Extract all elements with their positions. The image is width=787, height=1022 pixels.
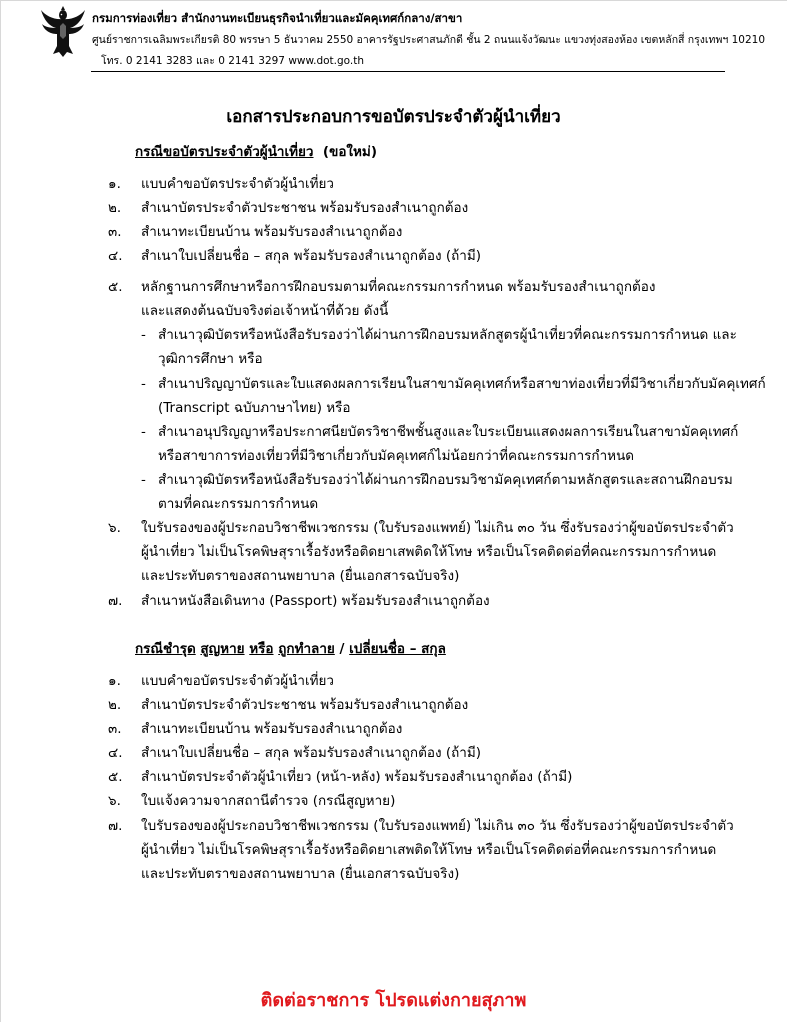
list-item — [108, 275, 655, 299]
dress-code-notice: ติดต่อราชการ โปรดแต่งกายสุภาพ — [260, 990, 527, 1011]
item-number: ๓. — [108, 224, 122, 240]
item-text: สำเนาบัตรประจำตัวประชาชน พร้อมรับรองสำเนาถูกต้อง — [141, 200, 469, 216]
sub-list-item: - สำเนาวุฒิบัตรหรือหนังสือรับรองว่าได้ผ่านการฝึกอบรมวิชามัคคุเทศก์ตามหลักสูตรและสถานฝึกอบรม — [141, 472, 733, 488]
section2-heading-part: หรือ — [249, 641, 274, 657]
item-number: ๓. — [108, 721, 122, 737]
sub-item-text: สำเนาวุฒิบัตรหรือหนังสือรับรองว่าได้ผ่านการฝึกอบรมหลักสูตรผู้นำเที่ยวที่คณะกรรมการกำหนด และ — [158, 327, 737, 343]
item-number: ๕. — [108, 279, 123, 295]
section2-heading-separator: / — [339, 641, 345, 657]
item-continuation: ผู้นำเที่ยว ไม่เป็นโรคพิษสุราเรื้อรังหรือติดยาเสพติดให้โทษ หรือเป็นโรคติดต่อที่คณะกรรมการกำหนด — [141, 842, 717, 858]
item-text: สำเนาทะเบียนบ้าน พร้อมรับรองสำเนาถูกต้อง — [141, 721, 403, 737]
item-continuation: ผู้นำเที่ยว ไม่เป็นโรคพิษสุราเรื้อรังหรือติดยาเสพติดให้โทษ หรือเป็นโรคติดต่อที่คณะกรรมการกำหนด — [141, 544, 717, 560]
item-text: สำเนาใบเปลี่ยนชื่อ – สกุล พร้อมรับรองสำเนาถูกต้อง (ถ้ามี) — [141, 248, 482, 264]
item-number: ๖. — [108, 793, 121, 809]
item-number: ๒. — [108, 200, 122, 216]
item-text: สำเนาบัตรประจำตัวประชาชน พร้อมรับรองสำเนาถูกต้อง — [141, 697, 469, 713]
list-item — [108, 741, 481, 765]
sub-list-item: - สำเนาปริญญาบัตรและใบแสดงผลการเรียนในสาขามัคคุเทศก์หรือสาขาท่องเที่ยวที่มีวิชาเกี่ยวกับมัคคุเทศก์ — [141, 376, 766, 392]
section1-heading-main: กรณีขอบัตรประจำตัวผู้นำเที่ยว — [135, 144, 314, 160]
section1-heading — [135, 140, 377, 162]
item-continuation: และประทับตราของสถานพยาบาล (ยื่นเอกสารฉบับจริง) — [141, 866, 460, 882]
list-item — [108, 789, 395, 813]
section2-heading — [135, 637, 446, 659]
item-number: ๗. — [108, 593, 123, 609]
item-text: หลักฐานการศึกษาหรือการฝึกอบรมตามที่คณะกรรมการกำหนด พร้อมรับรองสำเนาถูกต้อง — [141, 279, 656, 295]
garuda-emblem-icon — [40, 6, 86, 58]
letterhead-contact: โทร. 0 2141 3283 และ 0 2141 3297 www.dot.go.th — [101, 55, 365, 67]
item-number: ๔. — [108, 248, 123, 264]
list-item — [108, 693, 468, 717]
list-item — [108, 172, 334, 196]
item-text: ใบรับรองของผู้ประกอบวิชาชีพเวชกรรม (ใบรับรองแพทย์) ไม่เกิน ๓๐ วัน ซึ่งรับรองว่าผู้ขอบัตรประจำตัว — [141, 520, 734, 536]
sub-item-text: สำเนาอนุปริญญาหรือประกาศนียบัตรวิชาชีพชั้นสูงและใบระเบียนแสดงผลการเรียนในสาขามัคคุเทศก์ — [158, 424, 739, 440]
sub-list-item: - สำเนาวุฒิบัตรหรือหนังสือรับรองว่าได้ผ่านการฝึกอบรมหลักสูตรผู้นำเที่ยวที่คณะกรรมการกำหนด และ — [141, 327, 737, 343]
item-number: ๗. — [108, 818, 123, 834]
item-number: ๖. — [108, 520, 121, 536]
item-number: ๑. — [108, 673, 121, 689]
list-item — [108, 244, 481, 268]
list-item — [108, 220, 402, 244]
sub-item-continuation: (Transcript ฉบับภาษาไทย) หรือ — [158, 400, 351, 416]
item-number: ๒. — [108, 697, 122, 713]
letterhead-address: ศูนย์ราชการเฉลิมพระเกียรติ 80 พรรษา 5 ธันวาคม 2550 อาคารรัฐประศาสนภักดี ชั้น 2 ถนนแจ้งวัฒนะ แขวงทุ่งสองห้อง เขตหลักสี่ กรุงเทพฯ 10210 — [92, 34, 765, 46]
section1-heading-suffix: (ขอใหม่) — [322, 144, 377, 160]
item-number: ๑. — [108, 176, 121, 192]
item-text: แบบคำขอบัตรประจำตัวผู้นำเที่ยว — [141, 176, 335, 192]
section2-heading-part: ถูกทำลาย — [278, 641, 335, 657]
list-item — [108, 196, 468, 220]
list-item — [108, 814, 734, 838]
item-number: ๕. — [108, 769, 123, 785]
document-title: เอกสารประกอบการขอบัตรประจำตัวผู้นำเที่ยว — [226, 107, 561, 127]
list-item — [108, 717, 402, 741]
item-text: สำเนาใบเปลี่ยนชื่อ – สกุล พร้อมรับรองสำเนาถูกต้อง (ถ้ามี) — [141, 745, 482, 761]
item-text: สำเนาบัตรประจำตัวผู้นำเที่ยว (หน้า-หลัง) พร้อมรับรองสำเนาถูกต้อง (ถ้ามี) — [141, 769, 573, 785]
sub-item-continuation: หรือสาขาการท่องเที่ยวที่มีวิชาเกี่ยวกับมัคคุเทศก์ไม่น้อยกว่าที่คณะกรรมการกำหนด — [158, 448, 635, 464]
item-number: ๔. — [108, 745, 123, 761]
section2-heading-part: สูญหาย — [200, 641, 245, 657]
sub-list-item: - สำเนาอนุปริญญาหรือประกาศนียบัตรวิชาชีพชั้นสูงและใบระเบียนแสดงผลการเรียนในสาขามัคคุเทศก์ — [141, 424, 739, 440]
sub-item-continuation: วุฒิการศึกษา หรือ — [158, 351, 263, 367]
item-continuation: และแสดงต้นฉบับจริงต่อเจ้าหน้าที่ด้วย ดังนี้ — [141, 303, 389, 319]
item-text: ใบแจ้งความจากสถานีตำรวจ (กรณีสูญหาย) — [141, 793, 396, 809]
section2-heading-part: กรณีชำรุด — [135, 641, 196, 657]
sub-item-continuation: ตามที่คณะกรรมการกำหนด — [158, 496, 319, 512]
item-text: ใบรับรองของผู้ประกอบวิชาชีพเวชกรรม (ใบรับรองแพทย์) ไม่เกิน ๓๐ วัน ซึ่งรับรองว่าผู้ขอบัตรประจำตัว — [141, 818, 734, 834]
sub-item-text: สำเนาปริญญาบัตรและใบแสดงผลการเรียนในสาขามัคคุเทศก์หรือสาขาท่องเที่ยวที่มีวิชาเกี่ยวกับมัคคุเทศก์ — [158, 376, 766, 392]
list-item — [108, 765, 572, 789]
item-text: แบบคำขอบัตรประจำตัวผู้นำเที่ยว — [141, 673, 335, 689]
section2-heading-part: เปลี่ยนชื่อ – สกุล — [349, 641, 446, 657]
page-border-top — [0, 0, 787, 1]
page-border-left — [0, 0, 1, 1022]
letterhead-divider — [91, 71, 725, 72]
item-text: สำเนาทะเบียนบ้าน พร้อมรับรองสำเนาถูกต้อง — [141, 224, 403, 240]
letterhead-org-name: กรมการท่องเที่ยว สำนักงานทะเบียนธุรกิจนำเที่ยวและมัคคุเทศก์กลาง/สาขา — [92, 11, 463, 25]
item-text: สำเนาหนังสือเดินทาง (Passport) พร้อมรับรองสำเนาถูกต้อง — [141, 593, 490, 609]
list-item — [108, 589, 490, 613]
list-item — [108, 669, 334, 693]
item-continuation: และประทับตราของสถานพยาบาล (ยื่นเอกสารฉบับจริง) — [141, 568, 460, 584]
list-item — [108, 516, 734, 540]
sub-item-text: สำเนาวุฒิบัตรหรือหนังสือรับรองว่าได้ผ่านการฝึกอบรมวิชามัคคุเทศก์ตามหลักสูตรและสถานฝึกอบรม — [158, 472, 733, 488]
